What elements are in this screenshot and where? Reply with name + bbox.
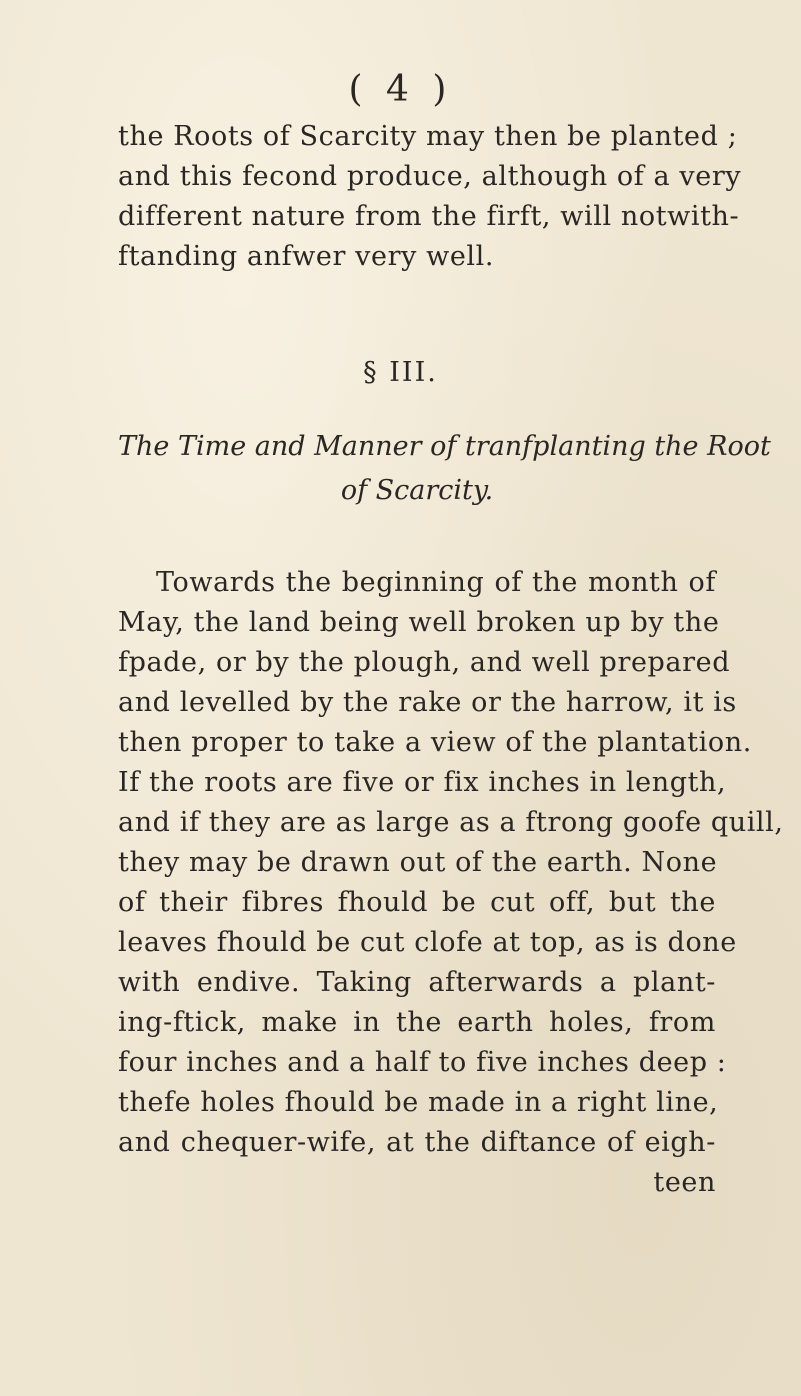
text-line: the Roots of Scarcity may then be planted ; [118, 121, 738, 152]
section-heading [118, 425, 771, 513]
text-line: thefe holes fhould be made in a right line, [118, 1087, 719, 1118]
text-line: ing-ftick, make in the earth holes, from [118, 1007, 716, 1038]
text-line: with endive. Taking afterwards a plant- [118, 967, 716, 998]
section-number: § III. [363, 357, 438, 388]
text-line: leaves fhould be cut clofe at top, as is done [118, 927, 737, 958]
text-line: four inches and a half to five inches deep : [118, 1047, 727, 1078]
text-line: If the roots are five or fix inches in length, [118, 767, 727, 798]
paragraph-main [118, 563, 784, 1203]
text-line: of their fibres fhould be cut off, but the [118, 887, 716, 918]
text-line: different nature from the firft, will notwith- [118, 201, 740, 232]
text-line: then proper to take a view of the plantation. [118, 727, 752, 758]
text-line: they may be drawn out of the earth. None [118, 847, 718, 878]
text-line: ftanding anfwer very well. [118, 241, 495, 272]
heading-line: of Scarcity. [340, 475, 494, 506]
text-line: and this fecond produce, although of a very [118, 161, 742, 192]
paragraph-continuation [118, 117, 742, 277]
text-line: Towards the beginning of the month of [156, 567, 716, 598]
text-line: and chequer-wife, at the diftance of eigh- [118, 1127, 716, 1158]
text-line: and if they are as large as a ftrong goofe quill, [118, 807, 784, 838]
heading-line: The Time and Manner of tranfplanting the Root [118, 431, 771, 462]
text-line: May, the land being well broken up by the [118, 607, 720, 638]
text-line: and levelled by the rake or the harrow, it is [118, 687, 737, 718]
text-line: fpade, or by the plough, and well prepared [118, 647, 731, 678]
catchword: teen [653, 1167, 716, 1198]
page-number: ( 4 ) [348, 69, 453, 110]
